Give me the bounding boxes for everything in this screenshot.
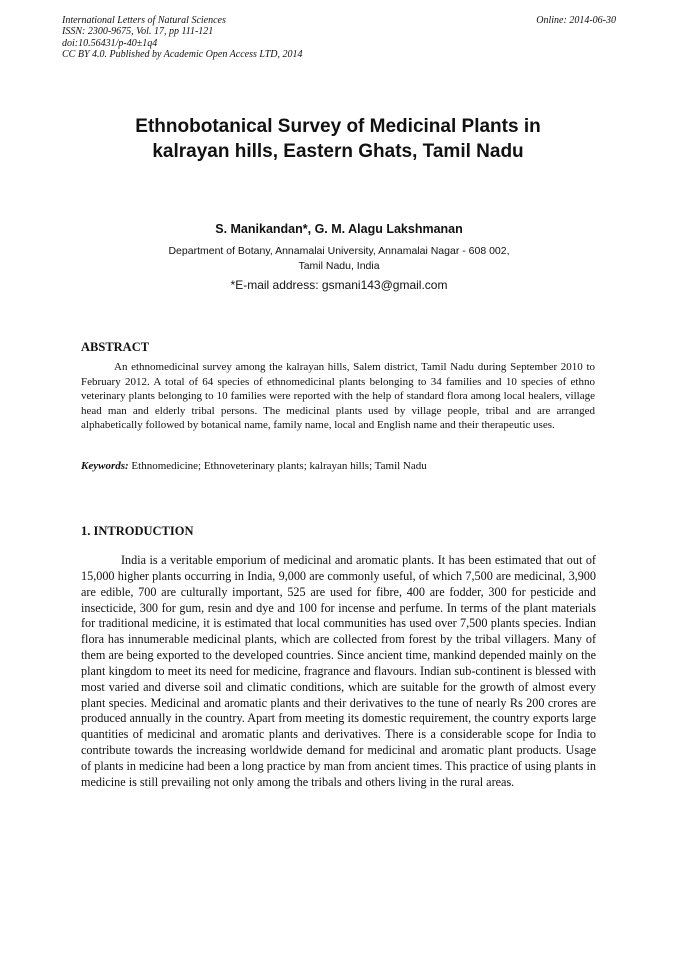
email-address: *E-mail address: gsmani143@gmail.com [230, 278, 448, 292]
introduction-heading: 1. INTRODUCTION [81, 524, 194, 538]
issn-line: ISSN: 2300-9675, Vol. 17, pp 111-121 [62, 26, 214, 38]
abstract-heading: ABSTRACT [81, 340, 150, 354]
introduction-text: India is a veritable emporium of medicinal and aromatic plants. It has been estimated that out of 15,000 higher plants occurring in India, 9,000 are commonly useful, of which 7,500 are medicinal, 3,900 are edible, 700 are culturally important, 525 are used for fibre, 400 are fodder, 300 for pesticide and insecticide, 300 for gum, resin and dye and 100 for incense and perfume. In terms of the plant materials for traditional medicine, it is estimated that local communities has used over 7,500 plants species. Indian flora has innumerable medicinal plants, which are collected from forest by the tribal villagers. Many of them are being exported to the developed countries. Since ancient time, mankind depended mainly on the plant kingdom to meet its need for medicine, fragrance and flavours. Indian sub-continent is blessed with most varied and diverse soil and climatic conditions, which are suitable for the growth of almost every plant species. Medicinal and aromatic plants and their derivatives to the tune of nearly Rs 200 crores are produced annually in the country. Apart from meeting its domestic requirement, the country exports large quantities of medicinal and aromatic plants and derivatives. There is a considerable scope for India to contribute towards the increasing worldwide demand for medicinal and aromatic plant products. Usage of plants in medicine had been a long practice by man from ancient times. This practice of using plants in medicine is still prevailing not only among the tribals and others living in the rural areas. [81, 553, 596, 789]
keywords-text: Ethnomedicine; Ethnoveterinary plants; kalrayan hills; Tamil Nadu [128, 460, 427, 472]
online-date: Online: 2014-06-30 [536, 15, 616, 26]
authors: S. Manikandan*, G. M. Alagu Lakshmanan [215, 222, 463, 236]
title-line-1: Ethnobotanical Survey of Medicinal Plants in [135, 116, 541, 137]
paper-title [80, 114, 596, 164]
keywords-label: Keywords: [81, 460, 129, 472]
title-line-2: kalrayan hills, Eastern Ghats, Tamil Nadu [152, 141, 524, 162]
affiliation-line-2: Tamil Nadu, India [298, 259, 380, 272]
doi-line: doi:10.56431/p-40±1q4 [62, 37, 158, 49]
affiliation-line-1: Department of Botany, Annamalai University, Annamalai Nagar - 608 002, [168, 245, 510, 257]
journal-name: International Letters of Natural Sciences [62, 15, 226, 26]
abstract-text: An ethnomedicinal survey among the kalrayan hills, Salem district, Tamil Nadu during September 2010 to February 2012. A total of 64 species of ethnomedicinal plants belonging to 34 families and 10 species of ethno veterinary plants belonging to 10 families were reported with the help of standard flora among local healers, village head man and elderly tribal persons. The medicinal plants used by village people, tribal and are arranged alphabetically followed by botanical name, family name, local and English name and their therapeutic uses. [81, 361, 595, 432]
journal-header [62, 15, 303, 61]
license-line: CC BY 4.0. Published by Academic Open Access LTD, 2014 [62, 49, 303, 61]
affiliation [120, 244, 558, 273]
keywords [81, 460, 595, 472]
